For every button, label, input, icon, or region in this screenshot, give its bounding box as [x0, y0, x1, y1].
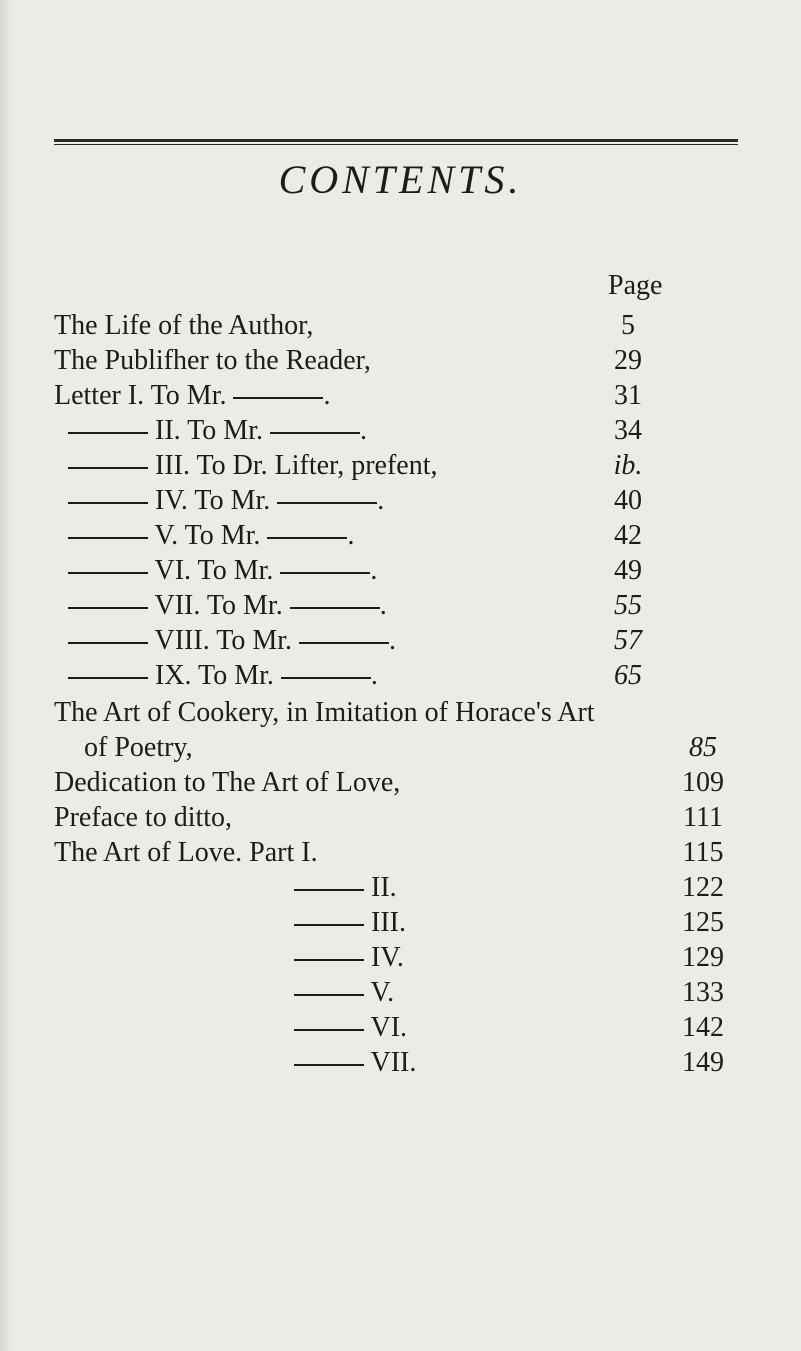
toc-entry: [68, 415, 367, 449]
toc-entry: [54, 767, 400, 801]
toc-entry-tail: .: [370, 660, 378, 691]
leader-dash: [270, 432, 360, 434]
leader-dash: [290, 607, 380, 609]
toc-entry-page: 40: [614, 485, 642, 516]
toc-entry-tail: .: [389, 625, 397, 656]
toc-entry-title: II. To Mr.: [155, 415, 263, 446]
ditto-dash: [68, 537, 148, 539]
ditto-dash: [294, 959, 364, 961]
toc-entry: [294, 1012, 407, 1046]
ditto-dash: [68, 677, 148, 679]
toc-entry-page: 85: [689, 732, 717, 763]
top-rule: [54, 139, 738, 142]
ditto-dash: [68, 642, 148, 644]
toc-entry-tail: .: [359, 415, 367, 446]
toc-entry-page: 115: [682, 837, 724, 868]
toc-entry-page: 55: [614, 590, 642, 621]
toc-entry-page: 34: [614, 415, 642, 446]
toc-entry: [68, 520, 354, 554]
leader-dash: [280, 572, 370, 574]
ditto-dash: [294, 1029, 364, 1031]
toc-entry-page: 111: [683, 802, 723, 833]
toc-entry: [68, 450, 438, 484]
toc-entry: [294, 1047, 416, 1081]
toc-entry: [294, 977, 394, 1011]
toc-entry-tail: .: [370, 555, 378, 586]
ditto-dash: [68, 432, 148, 434]
toc-entry: [54, 310, 313, 344]
leader-dash: [233, 397, 323, 399]
toc-entry-title: The Life of the Author,: [54, 310, 314, 341]
ditto-dash: [68, 607, 148, 609]
toc-entry-page: 5: [621, 310, 635, 341]
ditto-dash: [68, 502, 148, 504]
toc-entry: [294, 942, 404, 976]
ditto-dash: [294, 994, 364, 996]
toc-entry-title: II.: [371, 872, 397, 903]
top-rule-thin: [54, 144, 738, 145]
leader-dash: [267, 537, 347, 539]
toc-entry-page: 31: [614, 380, 642, 411]
leader-dash: [281, 677, 371, 679]
toc-entry-title: The Publifher to the Reader,: [54, 345, 371, 376]
toc-entry: [68, 660, 378, 694]
toc-entry-title: V. To Mr.: [154, 520, 261, 551]
toc-entry: [294, 872, 397, 906]
toc-entry-page: ib.: [613, 450, 643, 481]
toc-entry: [84, 732, 193, 766]
toc-entry-page: 109: [682, 767, 724, 798]
ditto-dash: [68, 572, 148, 574]
toc-entry-title: VII.: [370, 1047, 417, 1078]
toc-entry-title: VI.: [370, 1012, 408, 1043]
toc-entry: [68, 485, 384, 519]
toc-entry: [68, 590, 387, 624]
toc-entry-title: The Art of Cookery, in Imitation of Horace's Art: [54, 697, 595, 728]
toc-entry-tail: .: [323, 380, 331, 411]
toc-entry-page: 49: [614, 555, 642, 586]
toc-entry: [294, 907, 406, 941]
page-column-label: Page: [608, 270, 663, 301]
toc-entry: [68, 555, 377, 589]
toc-entry-title: IV.: [371, 942, 404, 973]
toc-entry-tail: .: [379, 590, 387, 621]
toc-entry-page: 42: [614, 520, 642, 551]
toc-entry-title: Letter I. To Mr.: [54, 380, 227, 411]
toc-entry-tail: .: [377, 485, 385, 516]
toc-entry-title: VI. To Mr.: [154, 555, 274, 586]
toc-entry: [54, 380, 330, 414]
ditto-dash: [294, 889, 364, 891]
ditto-dash: [68, 467, 148, 469]
toc-entry-page: 133: [682, 977, 724, 1008]
toc-entry-title: Dedication to The Art of Love,: [54, 767, 401, 798]
toc-entry-title: IV. To Mr.: [155, 485, 271, 516]
toc-entry-title: VIII. To Mr.: [154, 625, 293, 656]
contents-heading: CONTENTS.: [278, 157, 523, 202]
toc-entry-title: III. To Dr. Lifter, prefent,: [155, 450, 438, 481]
toc-entry-page: 122: [682, 872, 724, 903]
toc-entry-title: III.: [371, 907, 406, 938]
toc-entry: [54, 345, 371, 379]
toc-entry: [54, 802, 232, 836]
toc-entry-page: 57: [614, 625, 642, 656]
toc-entry-title: The Art of Love. Part I.: [54, 837, 318, 868]
toc-entry: [54, 697, 595, 731]
toc-entry: [68, 625, 396, 659]
toc-entry-page: 149: [682, 1047, 724, 1078]
toc-entry-title: V.: [370, 977, 395, 1008]
toc-entry-page: 142: [682, 1012, 724, 1043]
toc-entry-title: Preface to ditto,: [54, 802, 233, 833]
leader-dash: [277, 502, 377, 504]
toc-entry-page: 29: [614, 345, 642, 376]
leader-dash: [299, 642, 389, 644]
toc-entry-title: IX. To Mr.: [155, 660, 274, 691]
toc-entry-page: 65: [614, 660, 642, 691]
toc-entry-page: 125: [682, 907, 724, 938]
ditto-dash: [294, 924, 364, 926]
toc-entry-title: VII. To Mr.: [154, 590, 283, 621]
toc-entry: [54, 837, 318, 871]
toc-entry-tail: .: [347, 520, 355, 551]
ditto-dash: [294, 1064, 364, 1066]
toc-entry-page: 129: [682, 942, 724, 973]
toc-entry-title: of Poetry,: [84, 732, 193, 763]
